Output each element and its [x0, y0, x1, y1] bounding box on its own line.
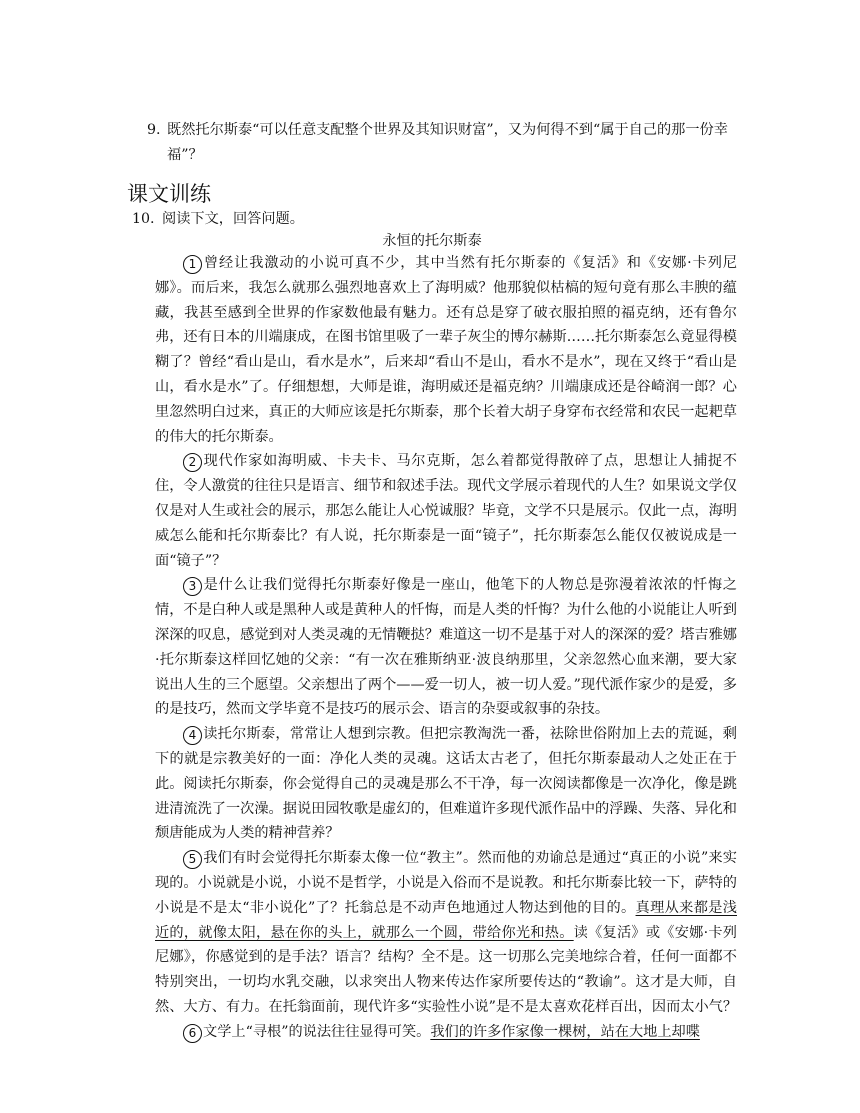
question-10-number: 10.: [132, 211, 155, 227]
paragraph-text: 我们有时会觉得托尔斯泰太像一位“教主”。然而他的劝谕总是通过“真正的小说”来实现的。小说就是小说，小说不是哲学，小说是入俗而不是说教。和托尔斯泰比较一下，萨特的小说是不是太“非小说化”了？托翁总是不动声色地通过人物达到他的目的。: [155, 850, 737, 916]
paragraph-text: 读《复活》或《安娜·卡列尼娜》，你感觉到的是手法？语言？结构？全不是。这一切那么完美地综合着，任何一面都不特别突出，一切均水乳交融，以求突出人物来传达作家所要传达的“教谕”。这才是大师，自然、大方、有力。在托翁面前，现代许多“实验性小说”是不是太喜欢花样百出，因而太小气？: [155, 924, 738, 1015]
paragraph-marker: 6: [183, 1024, 202, 1043]
section-heading: 课文训练: [127, 182, 211, 206]
paragraph-6: [155, 1020, 737, 1045]
paragraph-4: [155, 722, 737, 846]
paragraph-text: 读托尔斯泰，常常让人想到宗教。但把宗教淘洗一番，祛除世俗附加上去的荒诞，剩下的就是宗教美好的一面：净化人类的灵魂。这话太古老了，但托尔斯泰最动人之处正在于此。阅读托尔斯泰，你会觉得自己的灵魂是那么不干净，每一次阅读都像是一次净化，像是跳进清流洗了一次澡。据说田园牧歌是虚幻的，但难道许多现代派作品中的浮躁、失落、异化和颓唐能成为人类的精神营养？: [155, 726, 737, 842]
paragraph-marker: 5: [183, 850, 202, 869]
paragraph-text: 是什么让我们觉得托尔斯泰好像是一座山，他笔下的人物总是弥漫着浓浓的忏悔之情，不是白种人或是黑种人或是黄种人的忏悔，而是人类的忏悔？为什么他的小说能让人听到深深的叹息，感觉到对人类灵魂的无情鞭挞？难道这一切不是基于对人的深深的爱？塔吉雅娜·托尔斯泰这样回忆她的父亲：“有一次在雅斯纳亚·波良纳那里，父亲忽然心血来潮，要大家说出人生的三个愿望。父亲想出了两个——爱一切人，被一切人爱。”现代派作家少的是爱，多的是技巧，然而文学毕竟不是技巧的展示会、语言的杂耍或叙事的杂技。: [155, 577, 737, 718]
paragraph-marker: 4: [183, 726, 202, 745]
paragraph-text: 曾经让我激动的小说可真不少，其中当然有托尔斯泰的《复活》和《安娜·卡列尼娜》。而后来，我怎么就那么强烈地喜欢上了海明威？他那貌似枯槁的短句竟有那么丰腴的蕴藏，我甚至感到全世界的作家数他最有魅力。还有总是穿了破衣服拍照的福克纳，还有鲁尔弗，还有日本的川端康成，在图书馆里吸了一辈子灰尘的博尔赫斯……托尔斯泰怎么竟显得模糊了？曾经“看山是山，看水是水”，后来却“看山不是山，看水不是水”，现在又终于“看山是山，看水是水”了。仔细想想，大师是谁，海明威还是福克纳？川端康成还是谷崎润一郎？心里忽然明白过来，真正的大师应该是托尔斯泰，那个长着大胡子身穿布衣经常和农民一起耙草的伟大的托尔斯泰。: [155, 255, 737, 445]
question-9: [147, 118, 739, 167]
paragraph-5: [155, 846, 737, 1020]
paragraph-1: [155, 251, 737, 449]
paragraph-text: 文学上“寻根”的说法往往显得可笑。: [203, 1023, 431, 1040]
paragraph-3: [155, 573, 737, 722]
article-body: [155, 251, 737, 1045]
underlined-sentence: 真理从来都是浅近的，就像太阳，悬在你的头上，就那么一个圆，带给你光和热。: [155, 899, 737, 941]
question-9-text: 既然托尔斯泰“可以任意支配整个世界及其知识财富”，又为何得不到“属于自己的那一份幸福”？: [167, 122, 728, 163]
paragraph-2: [155, 449, 737, 573]
paragraph-marker: 2: [183, 453, 202, 472]
paragraph-text: 现代作家如海明威、卡夫卡、马尔克斯，怎么着都觉得散碎了点，思想让人捕捉不住，令人激赏的往往只是语言、细节和叙述手法。现代文学展示着现代的人生？如果说文学仅仅是对人生或社会的展示，那怎么能让人心悦诚服？毕竟，文学不只是展示。仅此一点，海明威怎么能和托尔斯泰比？有人说，托尔斯泰是一面“镜子”，托尔斯泰怎么能仅仅被说成是一面“镜子”？: [155, 453, 737, 569]
question-10-text: 阅读下文，回答问题。: [162, 211, 304, 227]
paragraph-marker: 1: [183, 255, 202, 274]
question-9-number: 9.: [147, 122, 161, 138]
article-title: 永恒的托尔斯泰: [382, 233, 482, 249]
question-10: [132, 208, 304, 230]
paragraph-marker: 3: [183, 577, 202, 596]
underlined-sentence: 我们的许多作家像一棵树，站在大地上却喋: [430, 1023, 700, 1040]
